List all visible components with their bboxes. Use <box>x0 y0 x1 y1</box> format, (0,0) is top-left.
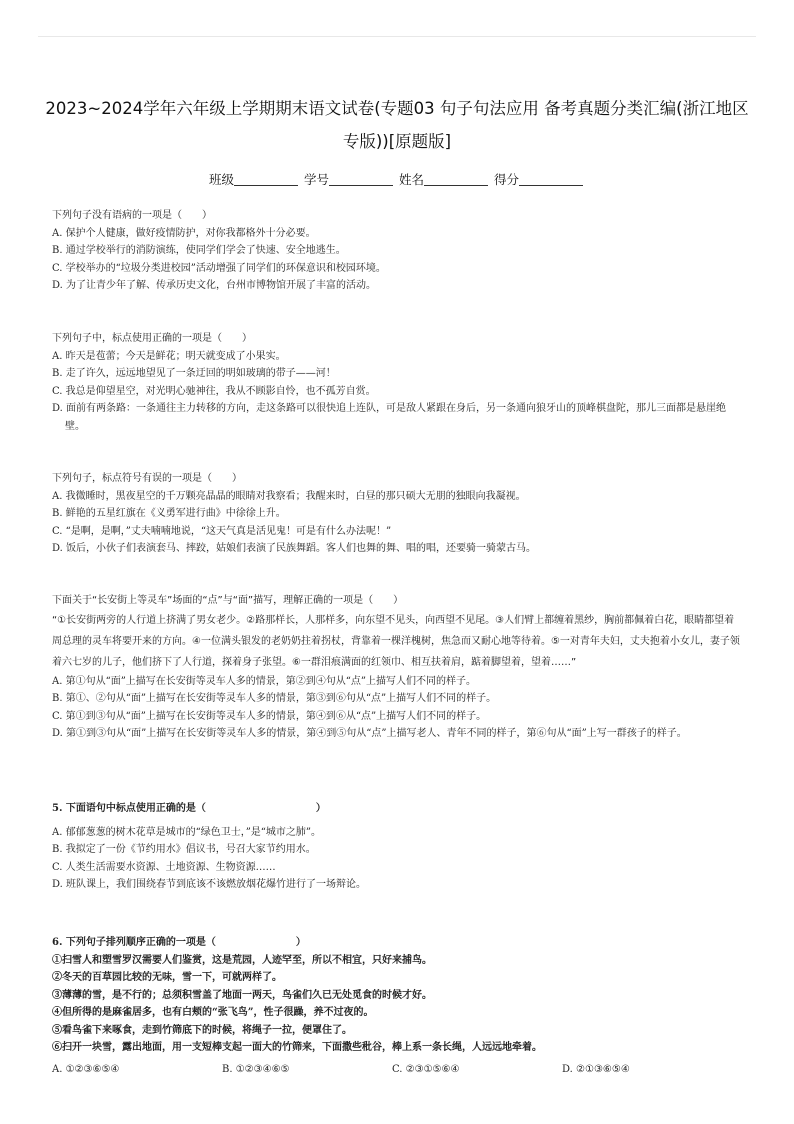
option-d[interactable]: D. 饭后，小伙子们表演套马、摔跤，姑娘们表演了民族舞蹈。客人们也舞的舞、唱的唱，还要骑一骑蒙古马。 <box>52 543 537 554</box>
option-a[interactable]: A. 郁郁葱葱的树木花草是城市的“绿色卫士，”是“城市之肺”。 <box>52 826 322 838</box>
option-a[interactable]: A. 第①句从“面”上描写在长安街等灵车人多的情景，第②到④句从“点”上描写人们不同的样子。 <box>52 675 477 687</box>
choice-b[interactable]: B. ①②③④⑥⑤ <box>222 1063 290 1075</box>
option-d[interactable]: D. 为了让青少年了解、传承历史文化，台州市博物馆开展了丰富的活动。 <box>52 280 377 291</box>
option-b[interactable]: B. 走了许久，远远地望见了一条迂回的明如玻璃的带子——河！ <box>52 368 336 379</box>
id-label: 学号 <box>303 172 329 187</box>
option-c[interactable]: C. 人类生活需要水资源、土地资源、生物资源…… <box>52 861 276 873</box>
option-c[interactable]: C. 我总是仰望星空，对光明心驰神往，我从不顾影自怜，也不孤芳自赏。 <box>52 385 376 397</box>
question-stem: 下面关于“长安街上等灵车”场面的“点”与“面”描写，理解正确的一项是（ ） <box>52 595 404 606</box>
question-2 <box>52 330 742 435</box>
choice-d[interactable]: D. ②①③⑥⑤④ <box>562 1063 630 1075</box>
score-label: 得分 <box>493 172 519 187</box>
sentence-3: ③薄薄的雪，是不行的；总须积雪盖了地面一两天，鸟雀们久已无处觅食的时候才好。 <box>52 989 432 1001</box>
name-label: 姓名 <box>398 172 424 187</box>
sentence-4: ④但所得的是麻雀居多，也有白颊的“张飞鸟”，性子很躁，养不过夜的。 <box>52 1007 374 1018</box>
question-3 <box>52 470 742 558</box>
question-stem: 下列句子中，标点使用正确的一项是（ ） <box>52 333 252 344</box>
sentence-5: ⑤看鸟雀下来啄食，走到竹筛底下的时候，将绳子一拉，便罩住了。 <box>52 1024 352 1036</box>
option-c[interactable]: C. 学校举办的“垃圾分类进校园”活动增强了同学们的环保意识和校园环境。 <box>52 262 386 274</box>
option-a[interactable]: A. 昨天是苞蕾；今天是鲜花；明天就变成了小果实。 <box>52 350 286 362</box>
question-6 <box>52 934 742 1078</box>
option-b[interactable]: B. 我拟定了一份《节约用水》倡议书，号召大家节约用水。 <box>52 844 316 855</box>
sentence-6: ⑥扫开一块雪，露出地面，用一支短棒支起一面大的竹筛来，下面撒些秕谷，棒上系一条长绳，人远远地牵着。 <box>52 1042 542 1053</box>
sentence-1: ①扫雪人和塑雪罗汉需要人们鉴赏，这是荒园，人迹罕至，所以不相宜，只好来捕鸟。 <box>52 954 432 966</box>
sentence-2: ②冬天的百草园比较的无味，雪一下，可就两样了。 <box>52 972 282 983</box>
id-blank[interactable] <box>329 173 393 186</box>
reading-passage: “①长安街两旁的人行道上挤满了男女老少。②路那样长，人那样多，向东望不见头，向西望不见尾。③人们臂上都缠着黑纱，胸前都佩着白花，眼睛都望着周总理的灵车将要开来的方向。④一位满头银发的老奶奶拄着拐杖，背靠着一棵洋槐树，焦急而又耐心地等待着。⑤一对青年夫妇，丈夫抱着小女儿，妻子领着六七岁的儿子，他们挤下了人行道，探着身子张望。⑥一群泪痕满面的红领巾、相互扶着肩，踮着脚望着，望着……” <box>52 614 740 668</box>
question-4 <box>52 592 742 743</box>
option-b[interactable]: B. 通过学校举行的消防演练，使同学们学会了快速、安全地逃生。 <box>52 245 346 256</box>
page-top-rule <box>38 36 756 37</box>
choice-c[interactable]: C. ②③①⑤⑥④ <box>392 1063 460 1075</box>
question-stem: 下列句子没有语病的一项是（ ） <box>52 210 212 221</box>
option-d[interactable]: D. 第①到③句从“面”上描写在长安街等灵车人多的情景，第④到⑤句从“点”上描写老人、青年不同的样子，第⑥句从“面”上写一群孩子的样子。 <box>52 728 687 739</box>
name-blank[interactable] <box>424 173 488 186</box>
question-5 <box>52 800 742 894</box>
student-info-line <box>0 170 794 188</box>
class-label: 班级 <box>208 172 234 187</box>
option-b[interactable]: B. 第①、②句从“面”上描写在长安街等灵车人多的情景，第③到⑥句从“点”上描写人们不同的样子。 <box>52 693 497 704</box>
question-stem: 6. 下列句子排列顺序正确的一项是（ ） <box>52 937 306 948</box>
page-title: 2023~2024学年六年级上学期期末语文试卷(专题03 句子句法应用 备考真题分类汇编(浙江地区专版))[原题版] <box>45 99 749 151</box>
option-b[interactable]: B. 鲜艳的五星红旗在《义勇军进行曲》中徐徐上升。 <box>52 508 286 519</box>
choice-a[interactable]: A. ①②③⑥⑤④ <box>52 1063 120 1075</box>
question-1 <box>52 207 742 295</box>
option-a[interactable]: A. 保护个人健康，做好疫情防护，对你我都格外十分必要。 <box>52 227 316 239</box>
score-blank[interactable] <box>519 173 583 186</box>
option-d[interactable]: D. 班队课上，我们围绕春节到底该不该燃放烟花爆竹进行了一场辩论。 <box>52 879 367 890</box>
option-c[interactable]: C. “是啊，是啊，”丈夫喃喃地说，“这天气真是活见鬼！可是有什么办法呢！” <box>52 525 392 537</box>
question-stem: 下列句子，标点符号有误的一项是（ ） <box>52 473 242 484</box>
class-blank[interactable] <box>234 173 298 186</box>
option-c[interactable]: C. 第①到③句从“面”上描写在长安街等灵车人多的情景，第④到⑥从“点”上描写人们不同的样子。 <box>52 710 487 722</box>
option-d[interactable]: D. 面前有两条路：一条通往主力转移的方向，走这条路可以很快追上连队，可是敌人紧跟在身后，另一条通向狼牙山的顶峰棋盘陀，那儿三面都是悬崖绝壁。 <box>52 403 727 432</box>
question-stem: 5. 下面语句中标点使用正确的是（ ） <box>52 803 326 814</box>
answer-choices <box>52 1061 742 1079</box>
option-a[interactable]: A. 我微睡时，黑夜星空的千万颗亮晶晶的眼睛对我察看；我醒来时，白昼的那只硕大无朋的独眼向我凝视。 <box>52 490 526 502</box>
